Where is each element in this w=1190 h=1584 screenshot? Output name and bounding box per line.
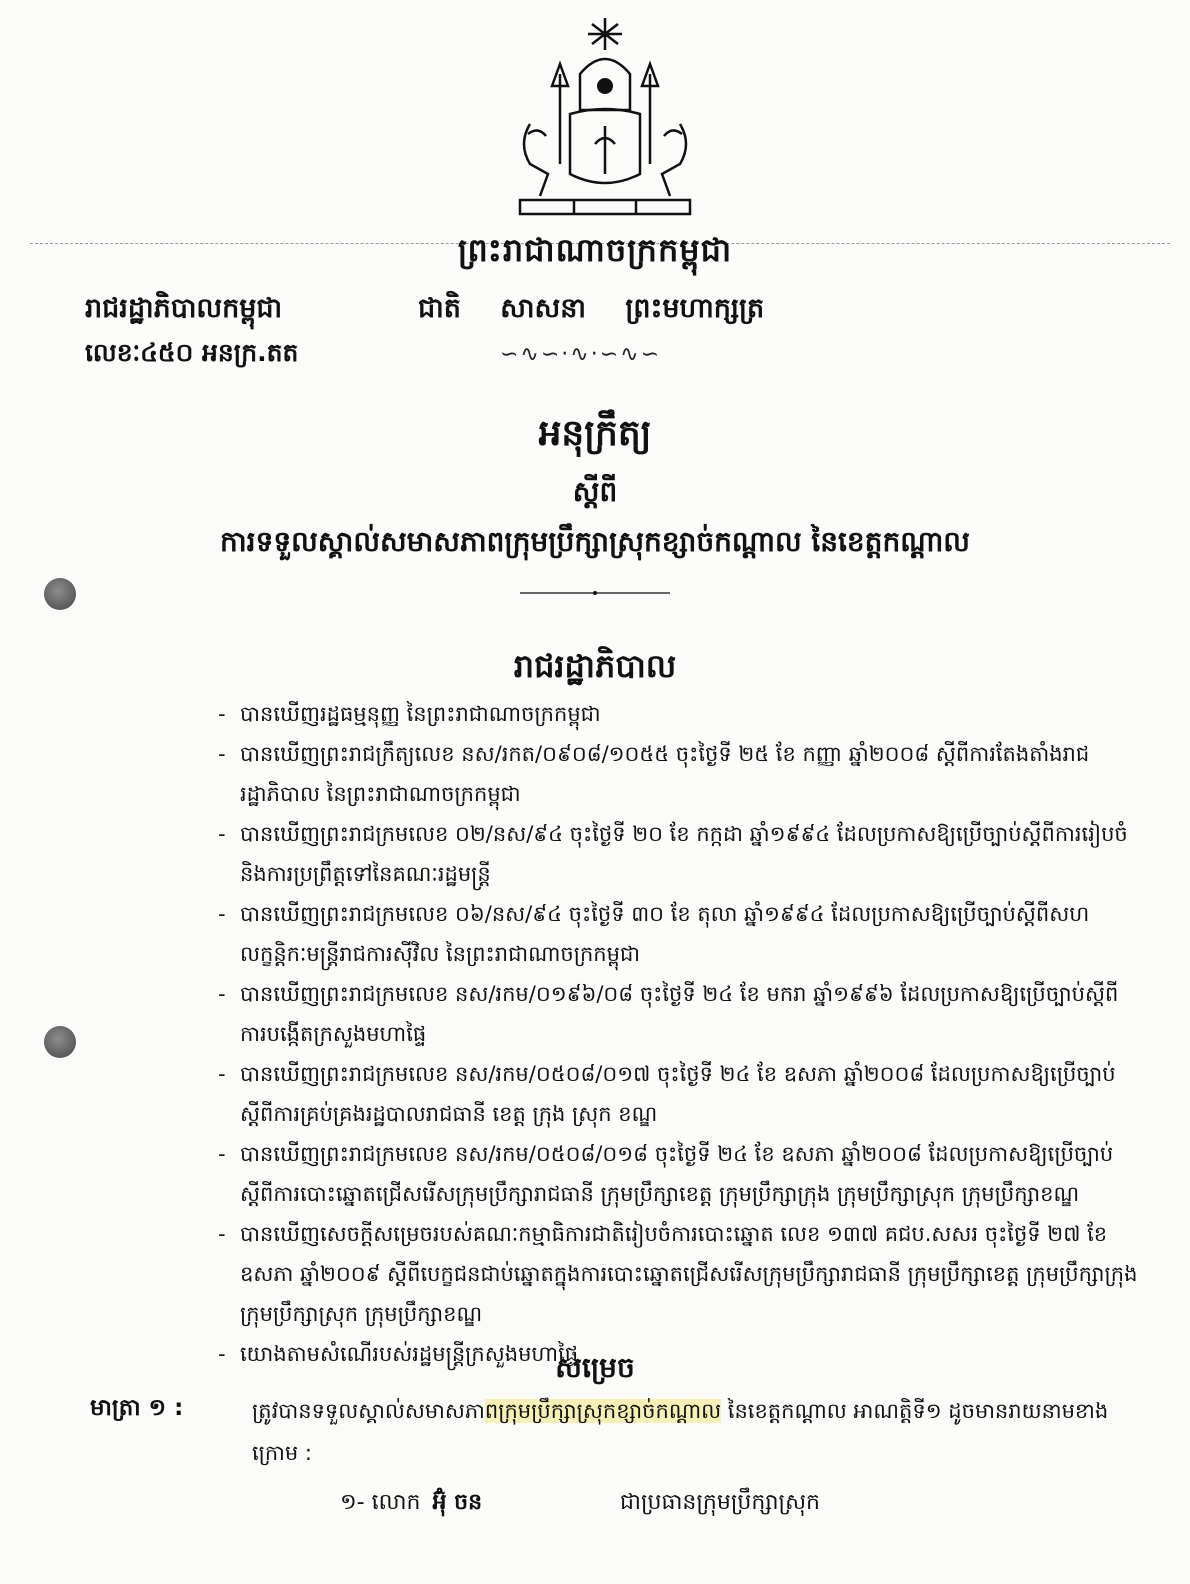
royal-emblem-icon: [500, 14, 710, 219]
recital-item: - បានឃើញរដ្ឋធម្មនុញ្ញ នៃព្រះរាជាណាចក្រកម្ពុជា: [218, 694, 1138, 734]
recital-item: - បានឃើញព្រះរាជក្រមលេខ នស/រកម/០៥០៨/០១៨ ចុះថ្ងៃទី ២៤ ខែ ឧសភា ឆ្នាំ២០០៨ ដែលប្រកាសឱ្យប្រើច្បាប់ស្តីពីការបោះឆ្នោតជ្រើសរើសក្រុមប្រឹក្សារាជធានី ក្រុមប្រឹក្សាខេត្ត ក្រុមប្រឹក្សាក្រុង ក្រុមប្រឹក្សាស្រុក ក្រុមប្រឹក្សាខណ្ឌ: [218, 1134, 1138, 1214]
recital-item: - បានឃើញព្រះរាជក្រមលេខ នស/រកម/០១៩៦/០៨ ចុះថ្ងៃទី ២៤ ខែ មករា ឆ្នាំ១៩៩៦ ដែលប្រកាសឱ្យប្រើច្បាប់ស្តីពីការបង្កើតក្រសួងមហាផ្ទៃ: [218, 974, 1138, 1054]
national-motto: ជាតិ សាសនា ព្រះមហាក្សត្រ: [418, 293, 765, 324]
decision-heading: សម្រេច: [555, 1351, 635, 1384]
document-number: លេខៈ៤៥០ អនក្រ.តត: [85, 338, 299, 367]
document-type: អនុក្រឹត្យ: [538, 413, 652, 454]
issuer-heading: រាជរដ្ឋាភិបាល: [513, 647, 677, 685]
article-text-start: ត្រូវបានទទួលស្គាល់សមាសភា: [252, 1399, 485, 1423]
document-subject: ការទទួលស្គាល់សមាសភាពក្រុមប្រឹក្សាស្រុកខ្សាច់កណ្តាល នៃខេត្តកណ្តាល: [220, 525, 970, 558]
motto-ornament: ∽∿∽·∿·∽∿∽: [500, 342, 662, 367]
member-entry: [340, 1488, 482, 1520]
issuing-government: រាជរដ្ឋាភិបាលកម្ពុជា: [85, 293, 283, 324]
article-text: [252, 1390, 1142, 1474]
recitals-list: [218, 694, 1138, 1374]
member-number: ១-: [340, 1490, 365, 1515]
member-title: លោក: [371, 1490, 421, 1515]
member-name: អ៊ុំ ចន: [432, 1490, 483, 1515]
punch-hole: [44, 1026, 76, 1058]
recital-item: - បានឃើញសេចក្តីសម្រេចរបស់គណៈកម្មាធិការជាតិរៀបចំការបោះឆ្នោត លេខ ១៣៧ គជប.សសរ ចុះថ្ងៃទី ២៧ ខែ ឧសភា ឆ្នាំ២០០៩ ស្តីពីបេក្ខជនជាប់ឆ្នោតក្នុងការបោះឆ្នោតជ្រើសរើសក្រុមប្រឹក្សារាជធានី ក្រុមប្រឹក្សាខេត្ត ក្រុមប្រឹក្សាក្រុង ក្រុមប្រឹក្សាស្រុក ក្រុមប្រឹក្សាខណ្ឌ: [218, 1214, 1138, 1334]
kingdom-heading: ព្រះរាជាណាចក្រកម្ពុជា: [457, 231, 733, 269]
document-on: ស្តីពី: [572, 475, 618, 508]
article-label: មាត្រា ១ :: [90, 1395, 184, 1421]
title-divider: [520, 590, 670, 596]
recital-item: - យោងតាមសំណើរបស់រដ្ឋមន្ត្រីក្រសួងមហាផ្ទៃ: [218, 1334, 1138, 1374]
recital-item: - បានឃើញព្រះរាជក្រឹត្យលេខ នស/រកត/០៩០៨/១០៥៥ ចុះថ្ងៃទី ២៥ ខែ កញ្ញា ឆ្នាំ២០០៨ ស្តីពីការតែងតាំងរាជរដ្ឋាភិបាល នៃព្រះរាជាណាចក្រកម្ពុជា: [218, 734, 1138, 814]
highlighted-council-name: ពក្រុមប្រឹក្សាស្រុកខ្សាច់កណ្តាល: [484, 1399, 722, 1423]
recital-item: - បានឃើញព្រះរាជក្រមលេខ ០៦/នស/៩៤ ចុះថ្ងៃទី ៣០ ខែ តុលា ឆ្នាំ១៩៩៤ ដែលប្រកាសឱ្យប្រើច្បាប់ស្តីពីសហលក្ខន្តិកៈមន្ត្រីរាជការស៊ីវិល នៃព្រះរាជាណាចក្រកម្ពុជា: [218, 894, 1138, 974]
punch-hole: [44, 578, 76, 610]
article-text-end: នៃខេត្តកណ្តាល អាណត្តិទី១ ដូចមានរាយនាមខាងក្រោម :: [252, 1399, 1109, 1465]
recital-item: - បានឃើញព្រះរាជក្រមលេខ នស/រកម/០៥០៨/០១៧ ចុះថ្ងៃទី ២៤ ខែ ឧសភា ឆ្នាំ២០០៨ ដែលប្រកាសឱ្យប្រើច្បាប់ស្តីពីការគ្រប់គ្រងរដ្ឋបាលរាជធានី ខេត្ត ក្រុង ស្រុក ខណ្ឌ: [218, 1054, 1138, 1134]
recital-item: - បានឃើញព្រះរាជក្រមលេខ ០២/នស/៩៤ ចុះថ្ងៃទី ២០ ខែ កក្កដា ឆ្នាំ១៩៩៤ ដែលប្រកាសឱ្យប្រើច្បាប់ស្តីពីការរៀបចំ និងការប្រព្រឹត្តទៅនៃគណៈរដ្ឋមន្ត្រី: [218, 814, 1138, 894]
member-role: ជាប្រធានក្រុមប្រឹក្សាស្រុក: [620, 1490, 821, 1515]
